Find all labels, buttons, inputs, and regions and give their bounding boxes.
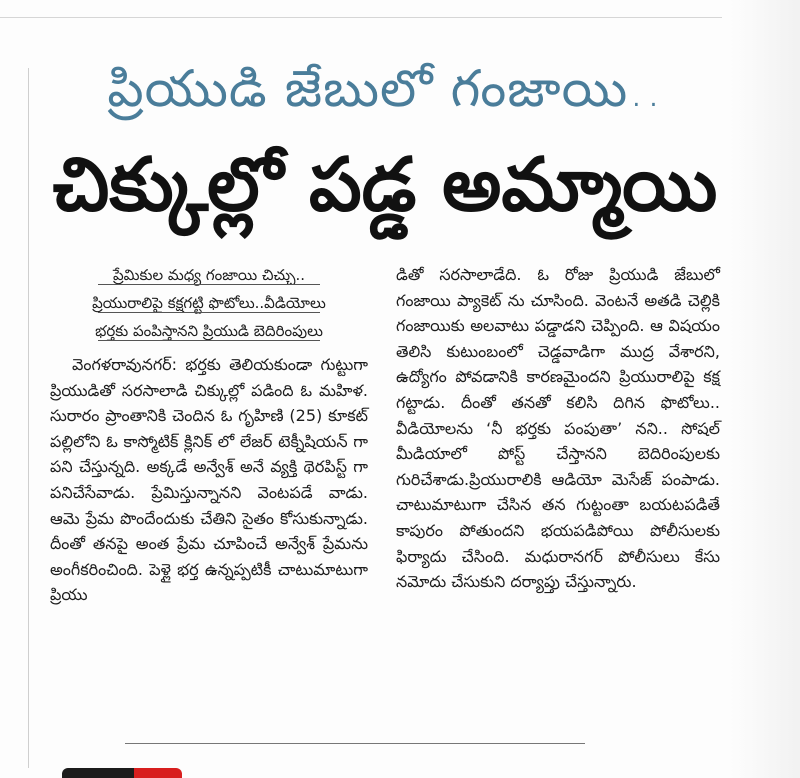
bottom-rule (125, 743, 585, 744)
subhead-2: ప్రియురాలిపై కక్షగట్టి ఫొటోలు..వీడియోలు (50, 290, 368, 318)
article-column-left (50, 262, 368, 608)
headline-line-2: చిక్కుల్లో పడ్డ అమ్మాయి (52, 142, 718, 228)
subheads (50, 262, 368, 346)
page-edge-shadow (730, 0, 800, 778)
article-column-right (396, 262, 720, 595)
next-article-heading-fragment (62, 768, 182, 778)
headline-line-1: ప్రియుడి జేబులో గంజాయి.. (107, 60, 663, 119)
column-divider-left (28, 68, 29, 768)
subhead-3: భర్తకు పంపిస్తానని ప్రియుడి బెదిరింపులు (50, 318, 368, 346)
subhead-1: ప్రేమికుల మధ్య గంజాయి చిచ్చు.. (50, 262, 368, 290)
article-body-left: వెంగళరావునగర్: భర్తకు తెలియకుండా గుట్టుగా ప్రియుడితో సరసాలాడి చిక్కుల్లో పడింది ఓ మహిళ. సురారం ప్రాంతానికి చెందిన ఓ గృహిణి (25) కూకట్ పల్లిలోని ఓ కాస్మోటిక్ క్లినిక్ లో లేజర్ టెక్నీషియన్ గా పని చేస్తున్నది. అక్కడే అన్వేశ్ అనే వ్యక్తి థెరపిస్ట్ గా పనిచేసేవాడు. ప్రేమిస్తున్నానని వెంటపడే వాడు. ఆమె ప్రేమ పొందేందుకు చేతిని సైతం కోసుకున్నాడు. దీంతో తనపై అంత ప్రేమ చూపించే అన్వేశ్ ప్రేమను అంగీకరించింది. పెళ్లై భర్త ఉన్నప్పటికీ చాటుమాటుగా ప్రియు (50, 355, 368, 605)
top-rule (0, 17, 722, 18)
article-body-right: డితో సరసాలాడేది. ఓ రోజు ప్రియుడి జేబులో గంజాయి ప్యాకెట్ ను చూసింది. వెంటనే అతడి చెల్లికి గంజాయికు అలవాటు పడ్డాడని చెప్పింది. ఆ విషయం తెలిసి కుటుంబంలో చెడ్డవాడిగా ముద్ర వేశారని, ఉద్యోగం పోవడానికి కారణమైందని ప్రియురాలిపై కక్ష గట్టాడు. దీంతో తనతో కలిసి దిగిన ఫొటోలు.. వీడియోలను ‘నీ భర్తకు పంపుతా’ నని.. సోషల్ మీడియాలో పోస్ట్ చేస్తానని బెదిరింపులకు గురిచేశాడు.ప్రియురాలికి ఆడియో మెసేజ్ పంపాడు. చాటుమాటుగా చేసిన తన గుట్టంతా బయటపడితే కాపురం పోతుందని భయపడిపోయి పోలీసులకు ఫిర్యాదు చేసింది. మధురానగర్ పోలీసులు కేసు నమోదు చేసుకుని దర్యాప్తు చేస్తున్నారు. (396, 265, 720, 592)
